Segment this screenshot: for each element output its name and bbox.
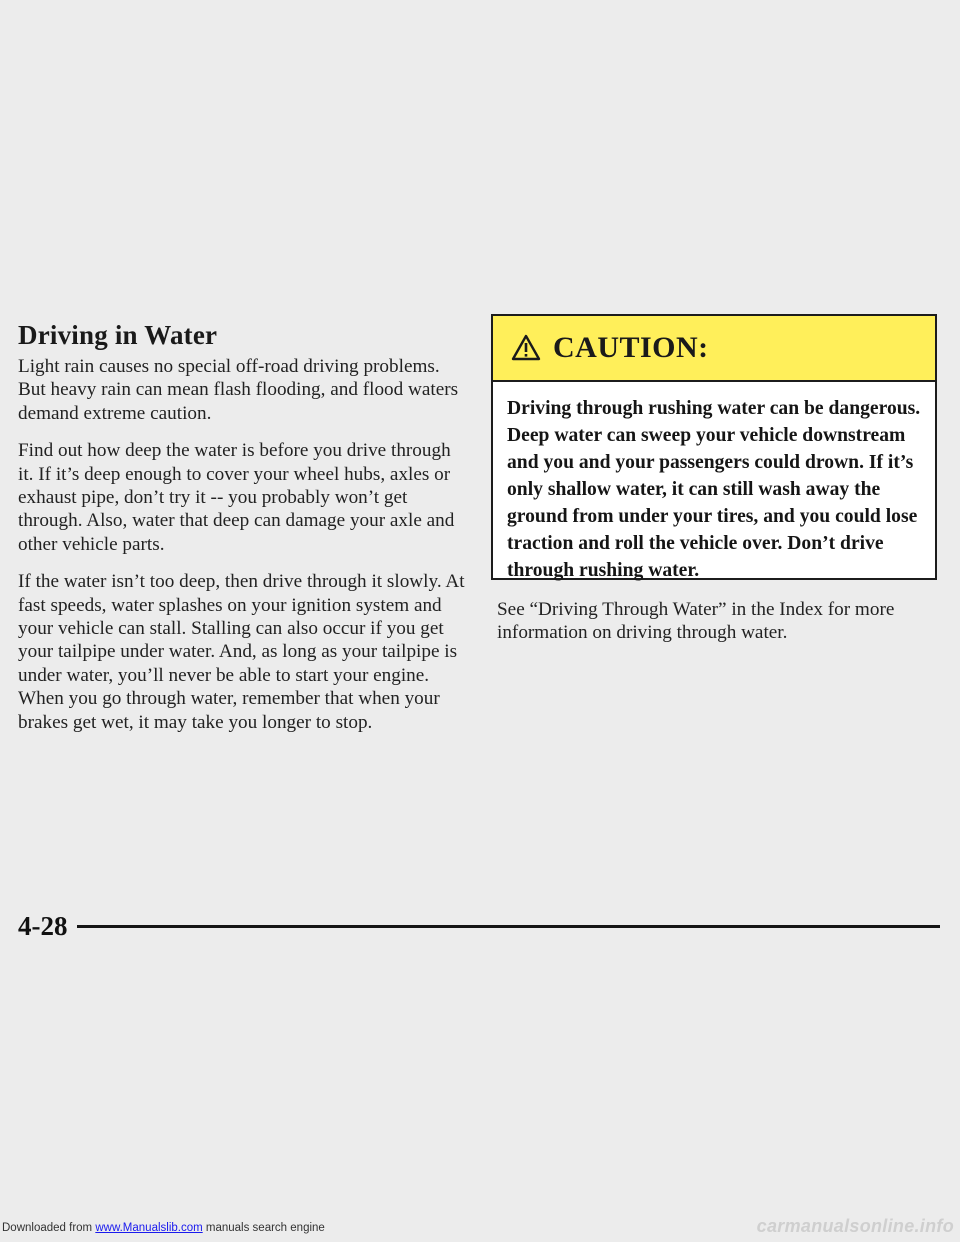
section-heading: Driving in Water bbox=[18, 320, 218, 350]
footer-prefix: Downloaded from bbox=[2, 1222, 96, 1234]
page-number: 4-28 bbox=[18, 911, 68, 941]
caution-title: CAUTION: bbox=[553, 331, 709, 364]
paragraph-drive-slowly: If the water isn’t too deep, then drive through it slowly. At fast speeds, water splashes on your ignition system and your vehicle can stall. Stalling can also occur if you get your tailpipe under water. And, as long as your tailpipe is under water, you’ll never be able to start your engine. When you go through water, remember that when your brakes get wet, it may take you longer to stop. bbox=[18, 571, 465, 733]
body-text-column bbox=[18, 355, 468, 748]
caution-header bbox=[493, 316, 935, 382]
page-divider bbox=[77, 925, 940, 928]
warning-triangle-icon bbox=[511, 334, 541, 361]
paragraph-water-depth: Find out how deep the water is before you drive through it. If it’s deep enough to cover your wheel hubs, axles or exhaust pipe, don’t try it -- you probably won’t get through. Also, water that deep can damage your axle and other vehicle parts. bbox=[18, 440, 455, 555]
site-watermark: carmanualsonline.info bbox=[756, 1216, 954, 1236]
footer-suffix: manuals search engine bbox=[202, 1222, 325, 1234]
manualslib-link[interactable]: www.Manualslib.com bbox=[95, 1222, 203, 1234]
caution-text: Driving through rushing water can be dangerous. Deep water can sweep your vehicle downstream and you and your passengers could drown. If it’s only shallow water, it can still wash away the ground from under your tires, and you could lose traction and roll the vehicle over. Don’t drive through rushing water. bbox=[507, 398, 921, 581]
see-also-text: See “Driving Through Water” in the Index for more information on driving through water. bbox=[497, 599, 895, 644]
download-footer bbox=[2, 1222, 325, 1234]
caution-box bbox=[491, 314, 937, 580]
paragraph-light-rain: Light rain causes no special off-road driving problems. But heavy rain can mean flash flooding, and flood waters demand extreme caution. bbox=[18, 356, 459, 424]
